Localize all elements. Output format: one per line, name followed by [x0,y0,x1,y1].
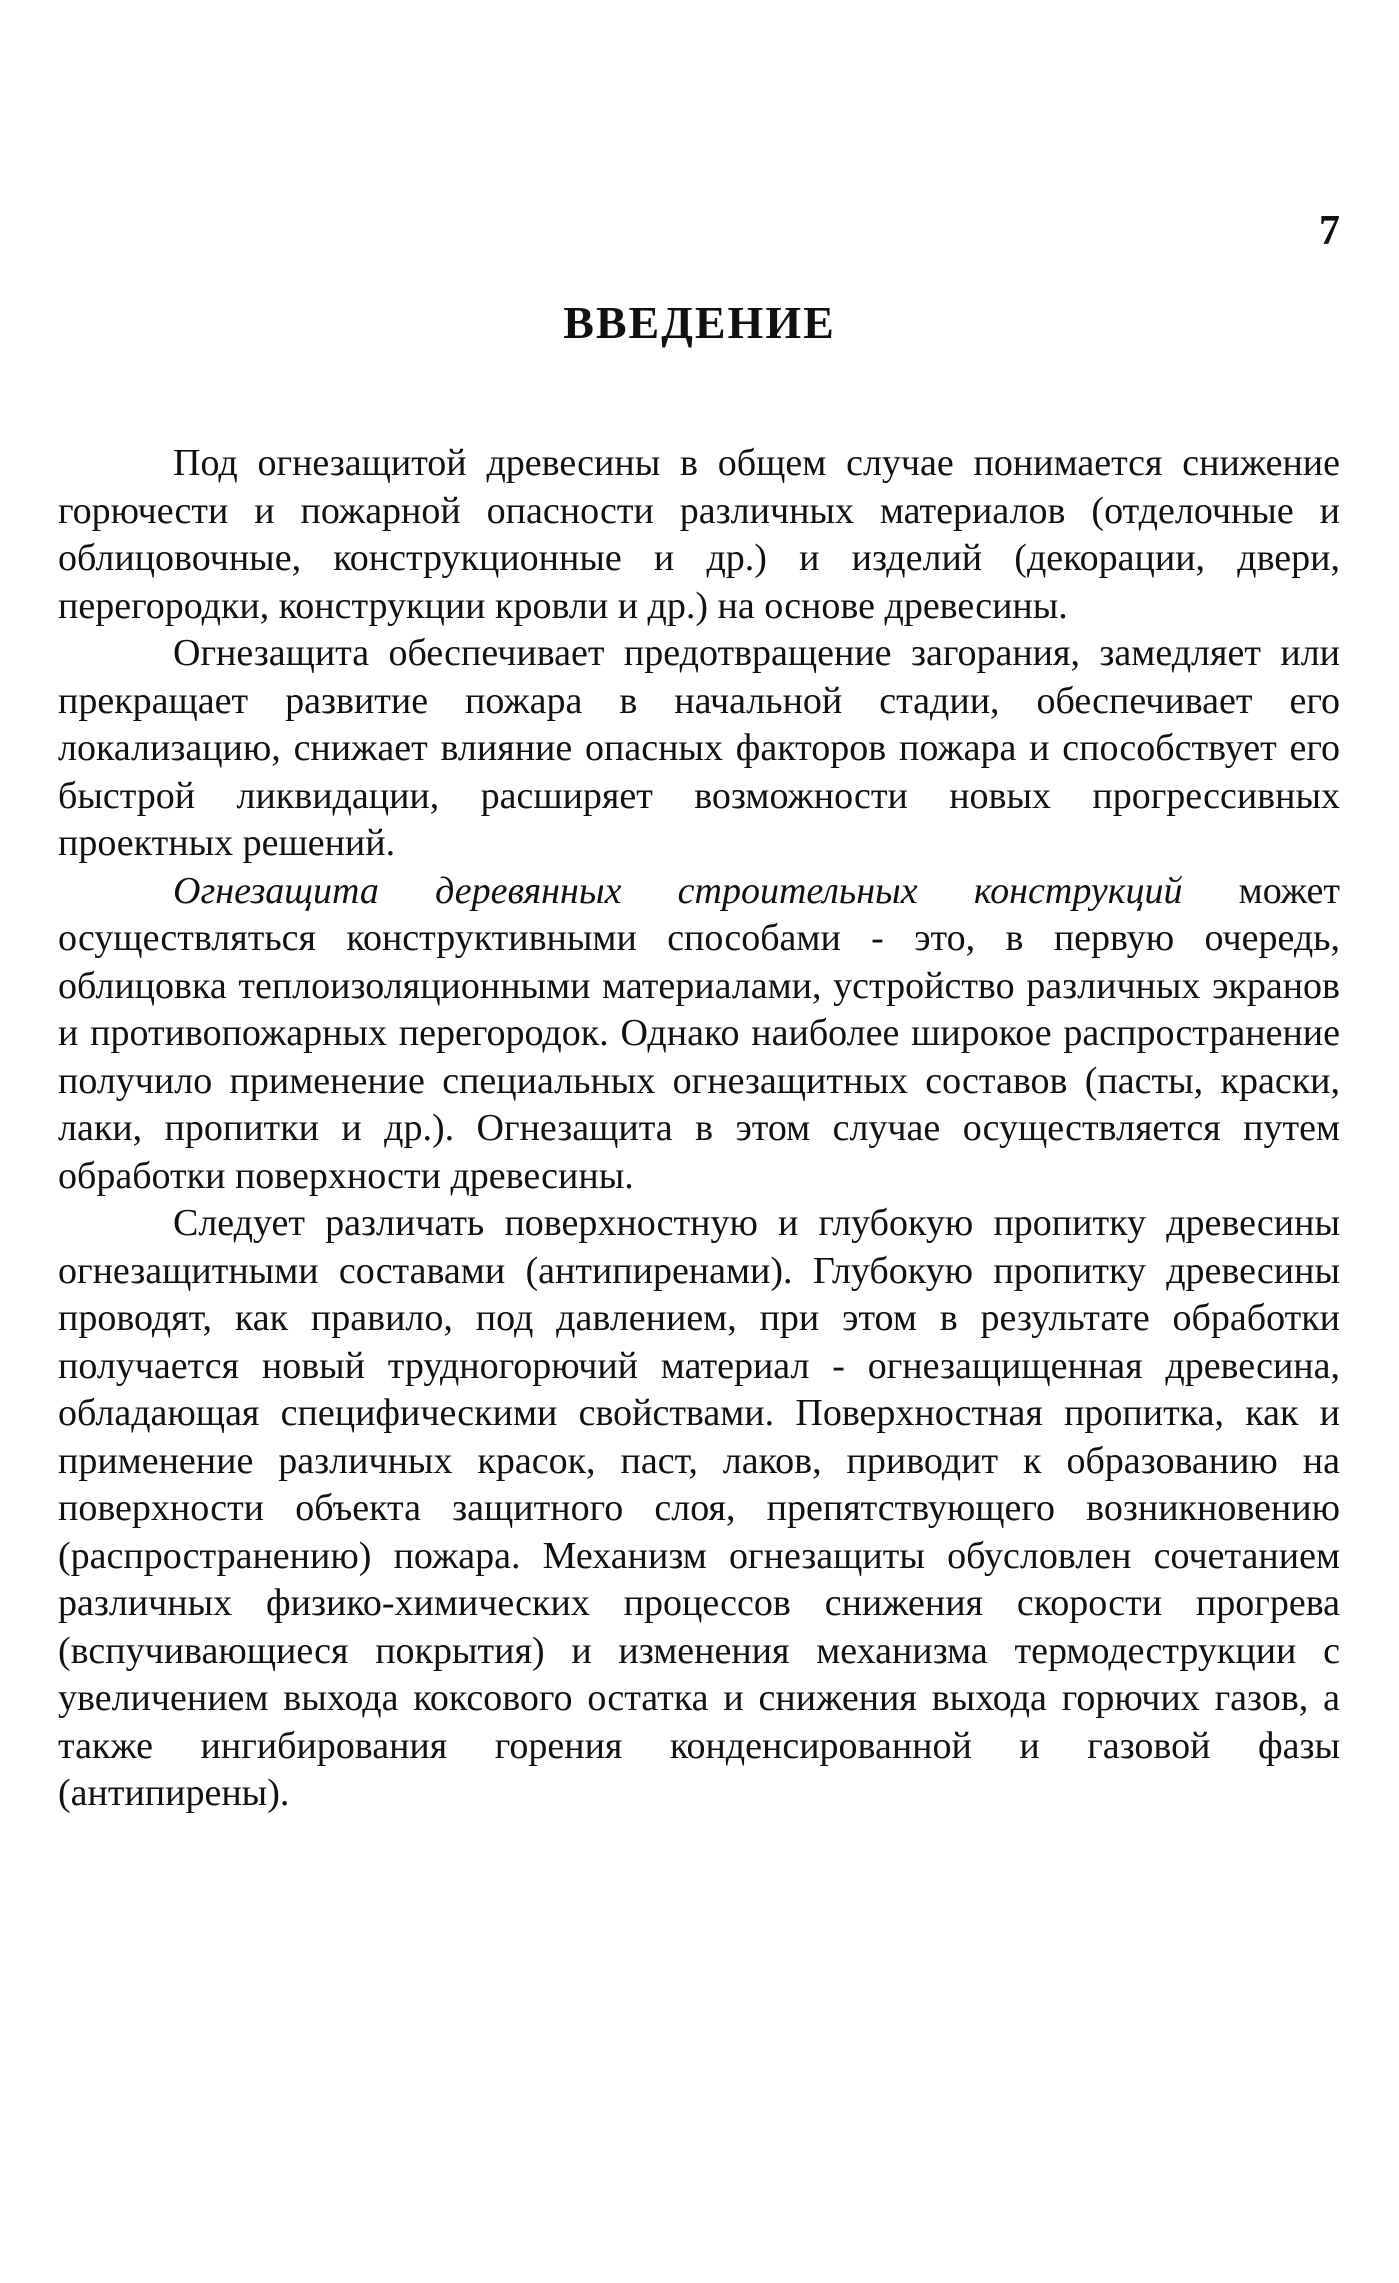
paragraph-4-text: Следует различать поверхностную и глубокую пропитку древесины огнезащитными составами (антипиренами). Глубокую пропитку древесины проводят, как правило, под давлением, при этом в результате обработки получается новый трудногорючий материал - огнезащищенная древесина, обладающая специфическими свойствами. Поверхностная пропитка, как и применение различных красок, паст, лаков, приводит к образованию на поверхности объекта защитного слоя, препятствующего возникновению (распространению) пожара. Механизм огнезащиты обусловлен сочетанием различных физико-химических процессов снижения скорости прогрева (вспучивающиеся покрытия) и изменения механизма термодеструкции с увеличением выхода коксового остатка и снижения выхода горючих газов, а также ингибирования горения конденсированной и газовой фазы (антипирены). [58,1202,1340,1814]
page-title: ВВЕДЕНИЕ [563,297,836,348]
paragraph-3 [58,868,1340,1201]
paragraph-2-text: Огнезащита обеспечивает предотвращение загорания, замедляет или прекращает развитие пожара в начальной стадии, обеспечивает его локализацию, снижает влияние опасных факторов пожара и способствует его быстрой ликвидации, расширяет возможности новых прогрессивных проектных решений. [58,632,1340,864]
page-number: 7 [1319,208,1340,254]
paragraph-1 [58,440,1340,630]
body-text [58,440,1340,1818]
paragraph-2 [58,630,1340,868]
paragraph-3-text: может осуществляться конструктивными способами - это, в первую очередь, облицовка теплоизоляционными материалами, устройство различных экранов и противопожарных перегородок. Однако наиболее широкое распространение получило применение специальных огнезащитных составов (пасты, краски, лаки, пропитки и др.). Огнезащита в этом случае осуществляется путем обработки поверхности древесины. [58,869,1341,1197]
paragraph-1-text: Под огнезащитой древесины в общем случае понимается снижение горючести и пожарной опасности различных материалов (отделочные и облицовочные, конструкционные и др.) и изделий (декорации, двери, перегородки, конструкции кровли и др.) на основе древесины. [58,442,1340,627]
paragraph-4 [58,1200,1340,1818]
paragraph-3-emphasis: Огнезащита деревянных строительных конструкций [173,869,1183,912]
